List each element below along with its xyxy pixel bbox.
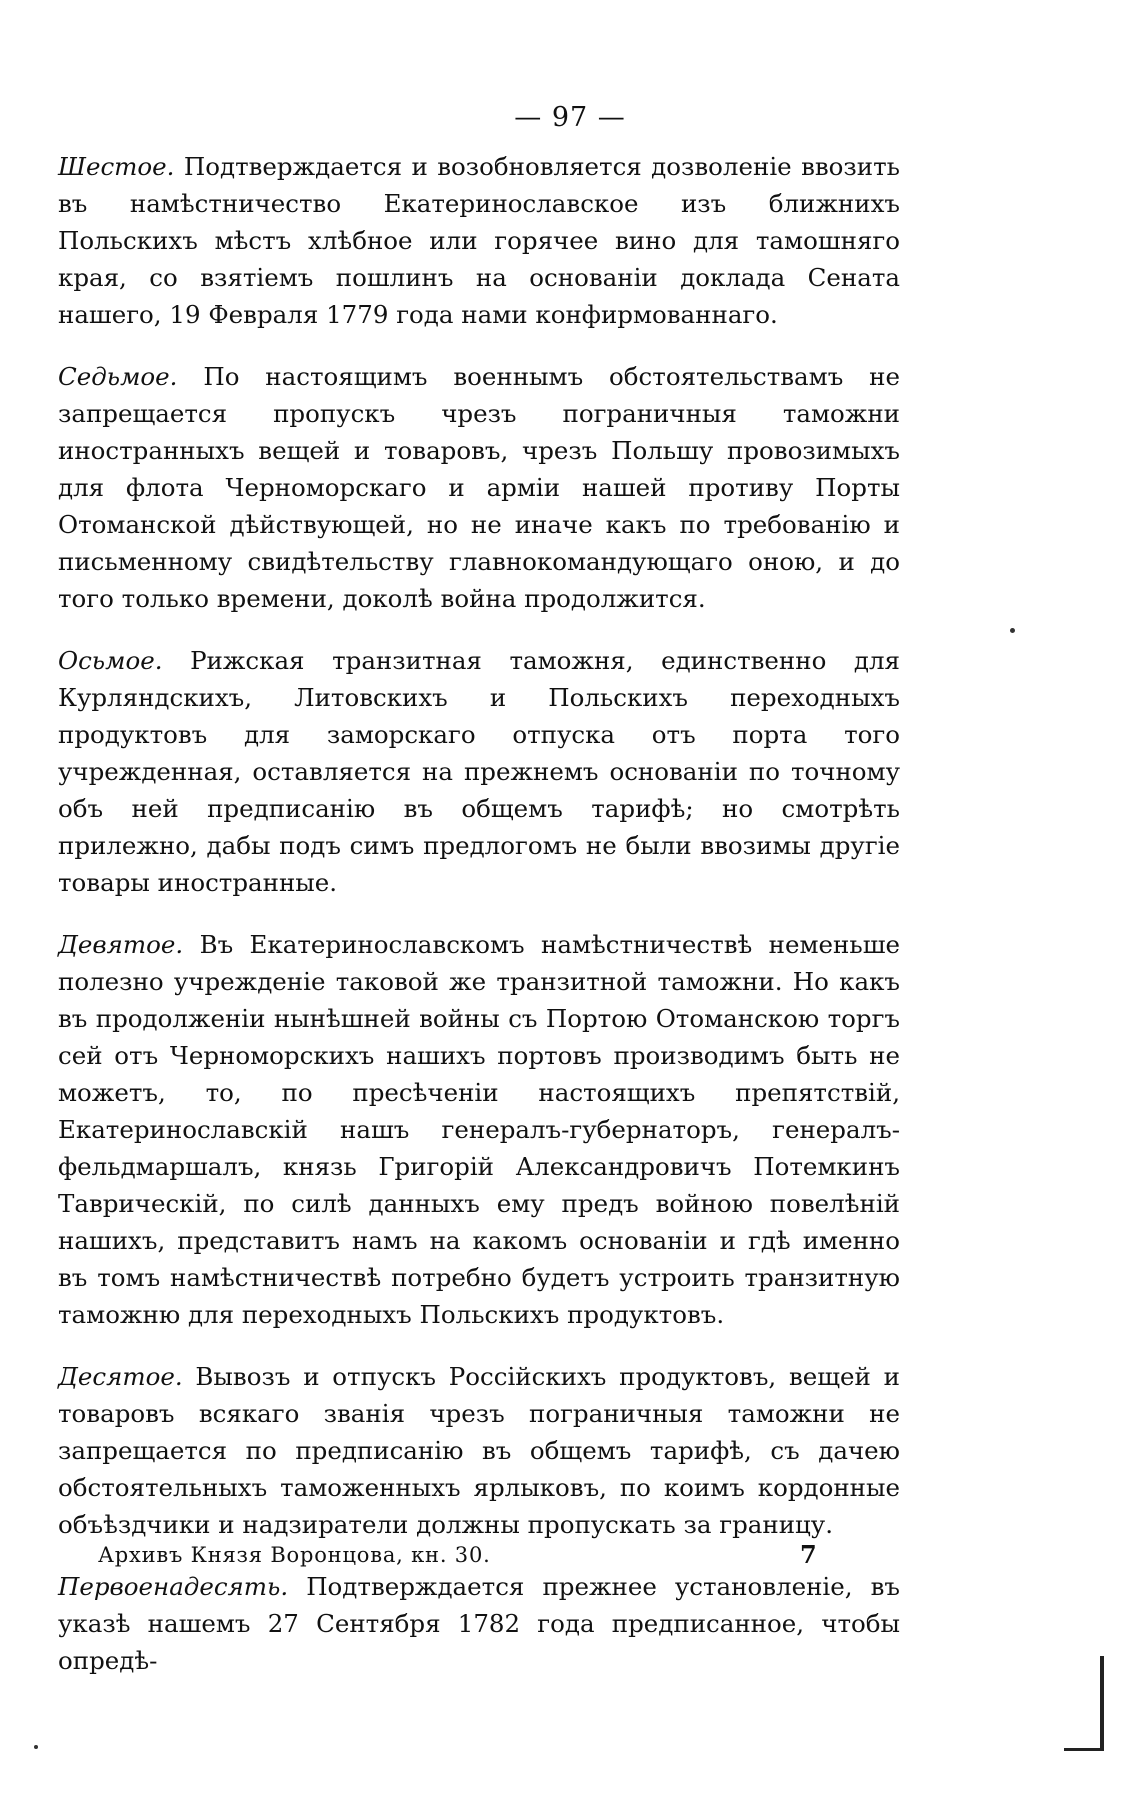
- signature-mark: 7: [800, 1540, 817, 1569]
- paragraph-lead: Девятое.: [58, 930, 184, 959]
- paragraph-lead: Десятое.: [58, 1362, 183, 1391]
- paragraph-pervoenadesyat: [58, 1568, 900, 1679]
- paragraph-osmoe: [58, 642, 900, 901]
- paragraph-lead: Осьмое.: [58, 646, 163, 675]
- paragraph-sedmoe: [58, 358, 900, 617]
- paragraph-text: Въ Екатеринославскомъ намѣстничествѣ неменьше полезно учрежденiе таковой же транзитной таможни. Но какъ въ продолженiи нынѣшней войны съ Портою Отоманскою торгъ сей отъ Черноморскихъ нашихъ портовъ производимъ быть не можетъ, то, по пресѣченiи настоящихъ препятствiй, Екатеринославскiй нашъ генералъ-губернаторъ, генералъ-фельдмаршалъ, князь Григорiй Александровичъ Потемкинъ Таврическiй, по силѣ данныхъ ему предъ войною повелѣнiй нашихъ, представитъ намъ на какомъ основанiи и гдѣ именно въ томъ намѣстничествѣ потребно будетъ устроить транзитную таможню для переходныхъ Польскихъ продуктовъ.: [58, 930, 900, 1329]
- paragraph-text: По настоящимъ военнымъ обстоятельствамъ не запрещается пропускъ чрезъ пограничныя таможни иностранныхъ вещей и товаровъ, чрезъ Польшу провозимыхъ для флота Черноморскаго и армiи нашей противу Порты Отоманской дѣйствующей, но не иначе какъ по требованiю и письменному свидѣтельству главнокомандующаго оною, и до того только времени, доколѣ война продолжится.: [58, 362, 900, 613]
- scan-corner-mark: [1100, 1656, 1104, 1751]
- paragraph-lead: Первоенадесять.: [58, 1572, 289, 1601]
- paragraph-shestoe: [58, 148, 900, 333]
- paragraph-lead: Шестое.: [58, 152, 175, 181]
- document-body: [58, 148, 900, 1704]
- paragraph-lead: Седьмое.: [58, 362, 178, 391]
- scan-corner-mark-horizontal: [1064, 1748, 1104, 1751]
- paragraph-desyatoe: [58, 1358, 900, 1543]
- paragraph-text: Подтверждается и возобновляется дозволенiе ввозить въ намѣстничество Екатеринославское изъ ближнихъ Польскихъ мѣстъ хлѣбное или горячее вино для тамошняго края, со взятiемъ пошлинъ на основанiи доклада Сената нашего, 19 Февраля 1779 года нами конфирмованнаго.: [58, 152, 900, 329]
- footer-source: Архивъ Князя Воронцова, кн. 30.: [98, 1543, 491, 1567]
- paragraph-text: Вывозъ и отпускъ Россiйскихъ продуктовъ, вещей и товаровъ всякаго званiя чрезъ пограничныя таможни не запрещается по предписанiю въ общемъ тарифѣ, съ дачею обстоятельныхъ таможенныхъ ярлыковъ, по коимъ кордонные объѣздчики и надзиратели должны пропускать за границу.: [58, 1362, 900, 1539]
- scan-speck: [34, 1745, 38, 1749]
- scan-speck: [1010, 628, 1015, 633]
- paragraph-text: Рижская транзитная таможня, единственно для Курляндскихъ, Литовскихъ и Польскихъ переходныхъ продуктовъ для заморскаго отпуска отъ порта того учрежденная, оставляется на прежнемъ основанiи по точному объ ней предписанiю въ общемъ тарифѣ; но смотрѣть прилежно, дабы подъ симъ предлогомъ не были ввозимы другiе товары иностранные.: [58, 646, 900, 897]
- page-number: — 97 —: [514, 102, 626, 133]
- paragraph-devyatoe: [58, 926, 900, 1333]
- paragraph-text: Подтверждается прежнее установленiе, въ указѣ нашемъ 27 Сентября 1782 года предписанное, чтобы опредѣ-: [58, 1572, 900, 1675]
